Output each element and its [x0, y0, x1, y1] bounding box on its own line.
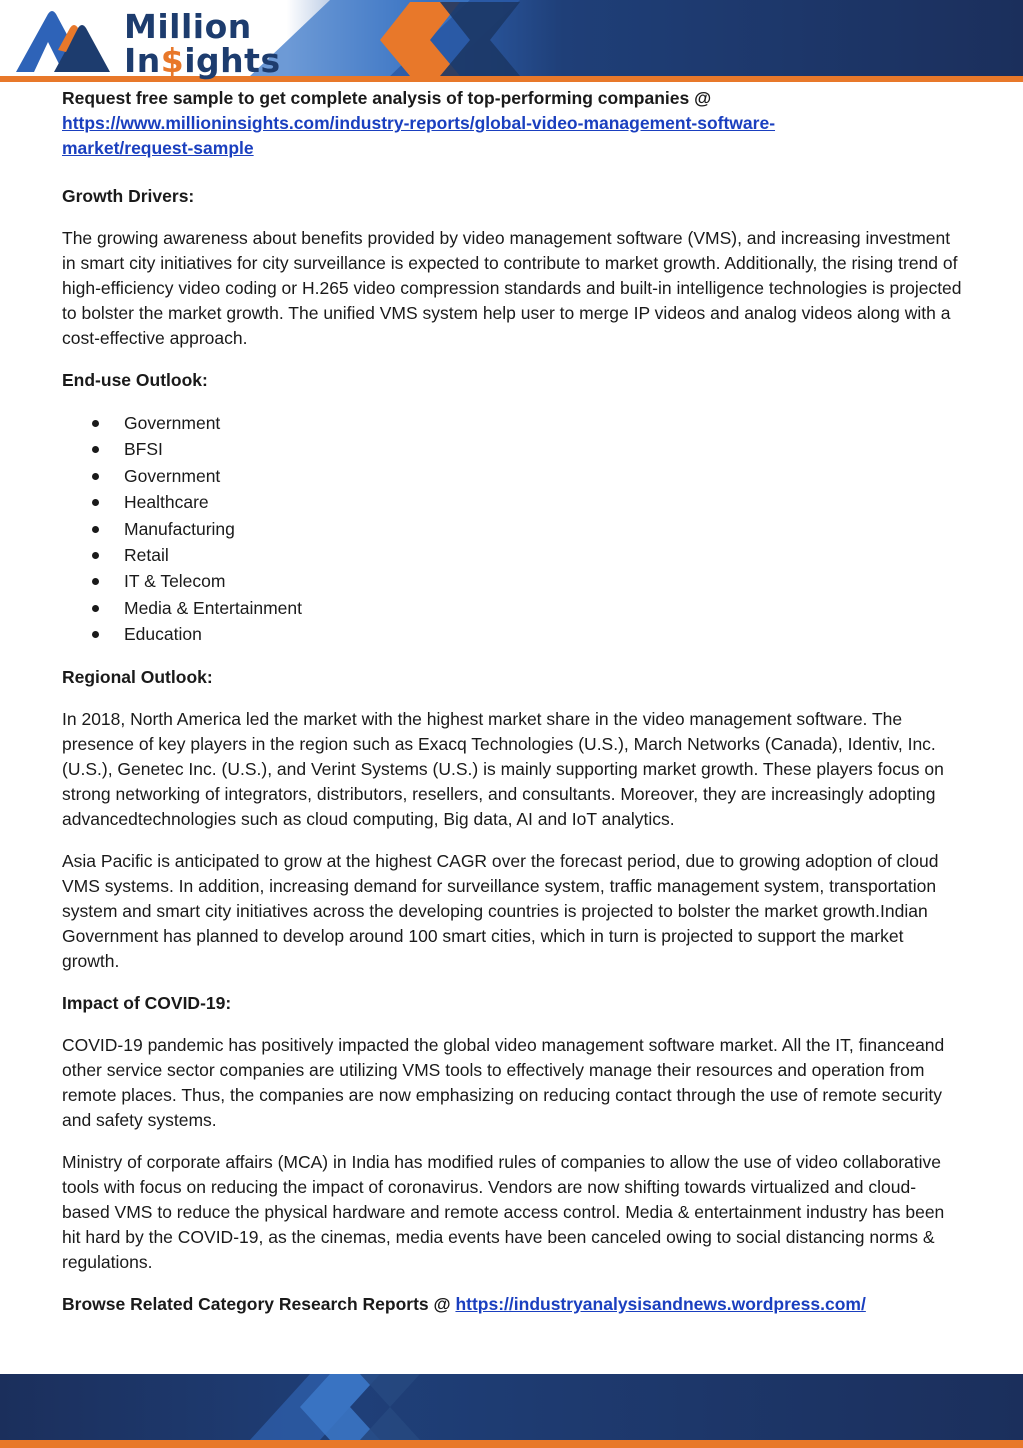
logo-line-2: In$ights: [124, 41, 281, 80]
logo-line-1: Million: [124, 7, 252, 46]
regional-paragraph-2: Asia Pacific is anticipated to grow at the highest CAGR over the forecast period, due to growing adoption of cloud VMS systems. In addition, increasing demand for surveillance system, traffic management system, transportation system and smart city initiatives across the developing countries is projected to bolster the market growth.Indian Government has planned to develop around 100 smart cities, which in turn is projected to support the market growth.: [62, 850, 939, 971]
bullet-icon: [92, 631, 99, 638]
header-banner: [0, 0, 1023, 82]
list-item: Education: [62, 621, 962, 647]
list-item: Media & Entertainment: [62, 595, 962, 621]
regional-heading: Regional Outlook:: [62, 666, 213, 687]
bullet-icon: [92, 552, 99, 559]
bullet-icon: [92, 605, 99, 612]
sample-link[interactable]: https://www.millioninsights.com/industry-reports/global-video-management-software- market/request-sample: [62, 113, 776, 158]
bullet-icon: [92, 473, 99, 480]
browse-line: [62, 1292, 962, 1317]
covid-heading: Impact of COVID-19:: [62, 992, 232, 1013]
list-item: BFSI: [62, 436, 962, 462]
list-item: Government: [62, 463, 962, 489]
growth-heading: Growth Drivers:: [62, 186, 195, 206]
covid-paragraph-2: Ministry of corporate affairs (MCA) in India has modified rules of companies to allow the use of video collaborative tools with focus on reducing the impact of coronavirus. Vendors are now shifting towards virtualized and cloud-based VMS to reduce the physical hardware and remote access control. Media & entertainment industry has been hit hard by the COVID-19, as the cinemas, media events have been canceled owing to social distancing norms & regulations.: [62, 1151, 945, 1272]
million-insights-logo: [14, 6, 281, 80]
bullet-icon: [92, 446, 99, 453]
footer-graphic: [0, 1374, 1023, 1448]
bullet-icon: [92, 526, 99, 533]
bullet-icon: [92, 499, 99, 506]
list-item: Retail: [62, 542, 962, 568]
growth-paragraph: The growing awareness about benefits provided by video management software (VMS), and increasing investment in smart city initiatives for city surveillance is expected to contribute to market growth. Additionally, the rising trend of high-efficiency video coding or H.265 video compression standards and built-in intelligence technologies is projected to bolster the market growth. The unified VMS system help user to merge IP videos and analog videos along with a cost-effective approach.: [62, 228, 962, 348]
list-item: Healthcare: [62, 489, 962, 515]
bullet-icon: [92, 578, 99, 585]
list-item: Government: [62, 410, 962, 436]
logo-wordmark: [124, 7, 281, 80]
intro-text: Request free sample to get complete analysis of top-performing companies @: [62, 88, 712, 108]
related-reports-link[interactable]: https://industryanalysisandnews.wordpress.com/: [455, 1293, 866, 1314]
logo-mark-icon: [14, 6, 114, 74]
list-item: IT & Telecom: [62, 568, 962, 594]
enduse-heading: End-use Outlook:: [62, 370, 208, 390]
list-item: Manufacturing: [62, 516, 962, 542]
covid-paragraph-1: COVID-19 pandemic has positively impacted the global video management software market. All the IT, financeand other service sector companies are utilizing VMS tools to effectively manage their resources and operation from remote places. Thus, the companies are now emphasizing on reducing contact through the use of remote security and safety systems.: [62, 1034, 945, 1130]
browse-text: Browse Related Category Research Reports @: [62, 1293, 456, 1314]
document-body: [62, 86, 962, 1317]
footer-banner: [0, 1374, 1023, 1448]
enduse-list: [62, 410, 962, 648]
regional-paragraph-1: In 2018, North America led the market with the highest market share in the video management software. The presence of key players in the region such as Exacq Technologies (U.S.), March Networks (Canada), Identiv, Inc. (U.S.), Genetec Inc. (U.S.), and Verint Systems (U.S.) is mainly supporting market growth. These players focus on strong networking of integrators, distributors, resellers, and consultants. Moreover, they are increasingly adopting advancedtechnologies such as cloud computing, Big data, AI and IoT analytics.: [62, 708, 944, 829]
bullet-icon: [92, 420, 99, 427]
